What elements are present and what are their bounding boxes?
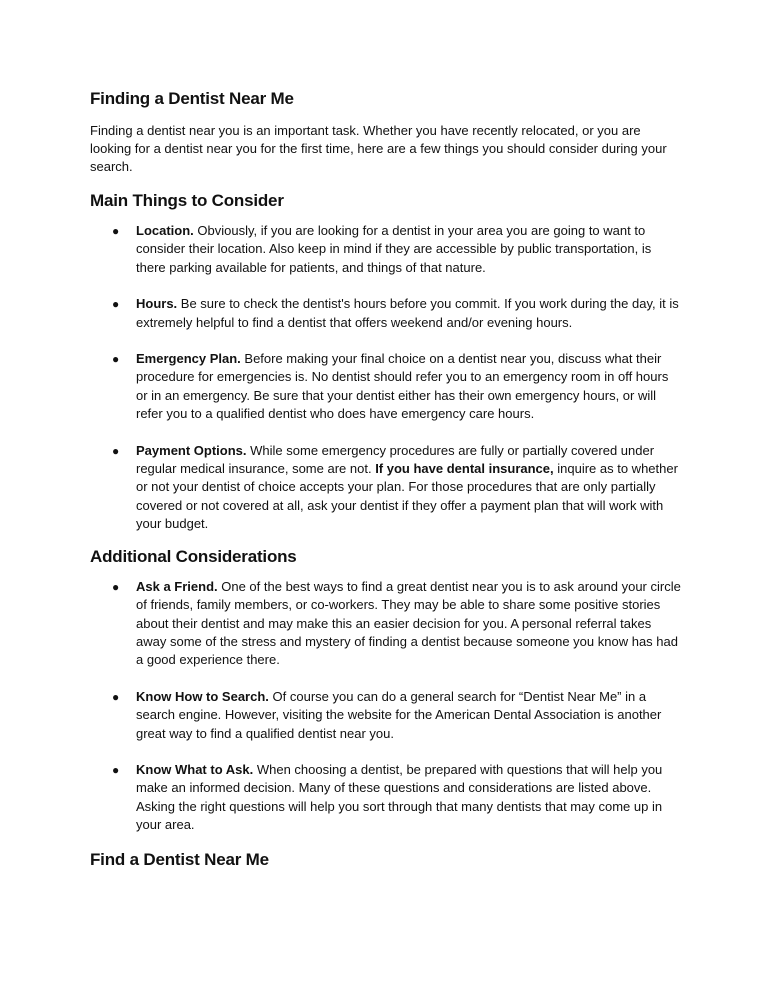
item-lead: Emergency Plan. xyxy=(136,351,241,367)
main-considerations-list xyxy=(90,222,682,534)
list-item-ask-a-friend xyxy=(90,578,682,670)
item-bold-inline: If you have dental insurance, xyxy=(375,461,554,477)
item-lead: Location. xyxy=(136,223,194,238)
item-text: Be sure to check the dentist's hours before you commit. If you work during the day, it is extremely helpful to find a dentist that offers weekend and/or evening hours. xyxy=(136,296,679,330)
list-item-payment-options xyxy=(90,442,682,534)
document-title: Finding a Dentist Near Me xyxy=(90,89,294,108)
item-text: When choosing a dentist, be prepared with questions that will help you make an informed decision. Many of these questions and considerations are listed above. Asking the right questions will help you sort through that many dentists that may come up in your area. xyxy=(136,761,663,833)
item-lead: Hours. xyxy=(136,296,178,312)
item-text: inquire as to whether or not your dentist of choice accepts your plan. For those procedures that are only partially covered or not covered at all, ask your dentist if they offer a payment plan that will work with your budget. xyxy=(136,461,678,532)
item-text: While some emergency procedures are fully or partially covered under regular medical insurance, some are not. xyxy=(136,442,655,477)
intro-paragraph: Finding a dentist near you is an important task. Whether you have recently relocated, or you are looking for a dentist near you for the first time, here are a few things you should consider during your search. xyxy=(90,123,667,174)
bullet-icon: ● xyxy=(112,352,120,367)
list-item-know-how-to-search xyxy=(90,688,682,743)
list-item-know-what-to-ask xyxy=(90,761,682,835)
bullet-icon: ● xyxy=(112,443,120,458)
bullet-icon: ● xyxy=(112,689,120,704)
item-text: Before making your final choice on a dentist near you, discuss what their procedure for emergencies is. No dentist should refer you to an emergency room in off hours or in an emergency. Be sure that your dentist either has their own emergency hours, or will refer you to a qualified dentist who does have emergency care hours. xyxy=(136,351,669,422)
item-text: Obviously, if you are looking for a dentist in your area you are going to want to consider their location. Also keep in mind if they are accessible by public transportation, is there parking available for patients, and things of that nature. xyxy=(136,223,652,275)
item-lead: Payment Options. xyxy=(136,442,247,458)
item-text: Of course you can do a general search for “Dentist Near Me” in a search engine. However, visiting the website for the American Dental Association is another great way to find a qualified dentist near you. xyxy=(136,688,662,741)
item-lead: Ask a Friend. xyxy=(136,578,218,594)
bullet-icon: ● xyxy=(112,297,120,312)
list-item-location xyxy=(90,222,682,277)
item-lead: Know How to Search. xyxy=(136,688,269,704)
list-item-emergency-plan xyxy=(90,350,682,424)
item-text: One of the best ways to find a great dentist near you is to ask around your circle of friends, family members, or co-workers. They may be able to share some positive stories about their dentist and may make this an easier decision for you. A personal referral takes away some of the stress and mystery of finding a dentist because someone you know has had a good experience there. xyxy=(136,578,681,668)
section-heading-find-dentist: Find a Dentist Near Me xyxy=(90,849,269,869)
list-item-hours xyxy=(90,295,682,332)
item-lead: Know What to Ask. xyxy=(136,761,254,777)
bullet-icon: ● xyxy=(112,579,120,594)
section-heading-additional: Additional Considerations xyxy=(90,546,297,566)
section-heading-main: Main Things to Consider xyxy=(90,191,284,210)
document-page xyxy=(90,88,682,881)
additional-considerations-list xyxy=(90,578,682,835)
bullet-icon: ● xyxy=(112,224,120,238)
bullet-icon: ● xyxy=(112,762,120,777)
